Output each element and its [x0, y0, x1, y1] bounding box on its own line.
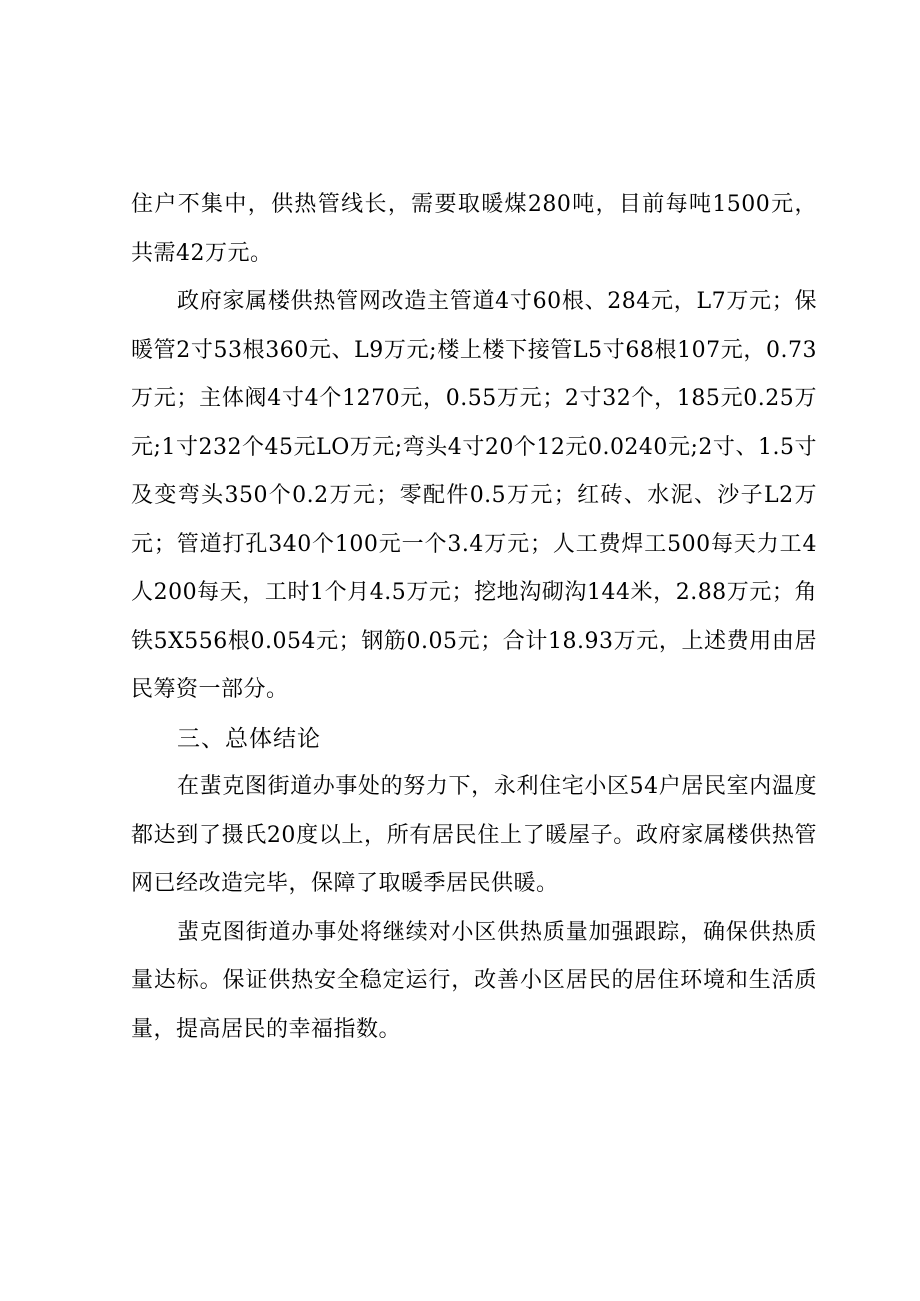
- paragraph-conclusion-1: 在蜚克图街道办事处的努力下，永利住宅小区54户居民室内温度都达到了摄氏20度以上，所有居民住上了暖屋子。政府家属楼供热管网已经改造完毕，保障了取暖季居民供暖。: [131, 774, 817, 896]
- paragraph-renovation-costs: 政府家属楼供热管网改造主管道4寸60根、284元，L7万元；保暖管2寸53根360元、L9万元;楼上楼下接管L5寸68根107元，0.73万元；主体阀4寸4个1270元，0.55万元；2寸32个，185元0.25万元;1寸232个45元LO万元;弯头4寸20个12元0.0240元;2寸、1.5寸及变弯头350个0.2万元；零配件0.5万元；红砖、水泥、沙子L2万元；管道打孔340个100元一个3.4万元；人工费焊工500每天力工4人200每天，工时1个月4.5万元；挖地沟砌沟144米，2.88万元；角铁5X556根0.054元；钢筋0.05元；合计18.93万元，上述费用由居民筹资一部分。: [131, 289, 817, 702]
- document-body: [131, 181, 817, 1054]
- paragraph-conclusion-2: 蜚克图街道办事处将继续对小区供热质量加强跟踪，确保供热质量达标。保证供热安全稳定运行，改善小区居民的居住环境和生活质量，提高居民的幸福指数。: [131, 919, 817, 1042]
- paragraph-continuation: 住户不集中，供热管线长，需要取暖煤280吨，目前每吨1500元，共需42万元。: [131, 192, 817, 266]
- section-heading: 三、总体结论: [177, 725, 321, 752]
